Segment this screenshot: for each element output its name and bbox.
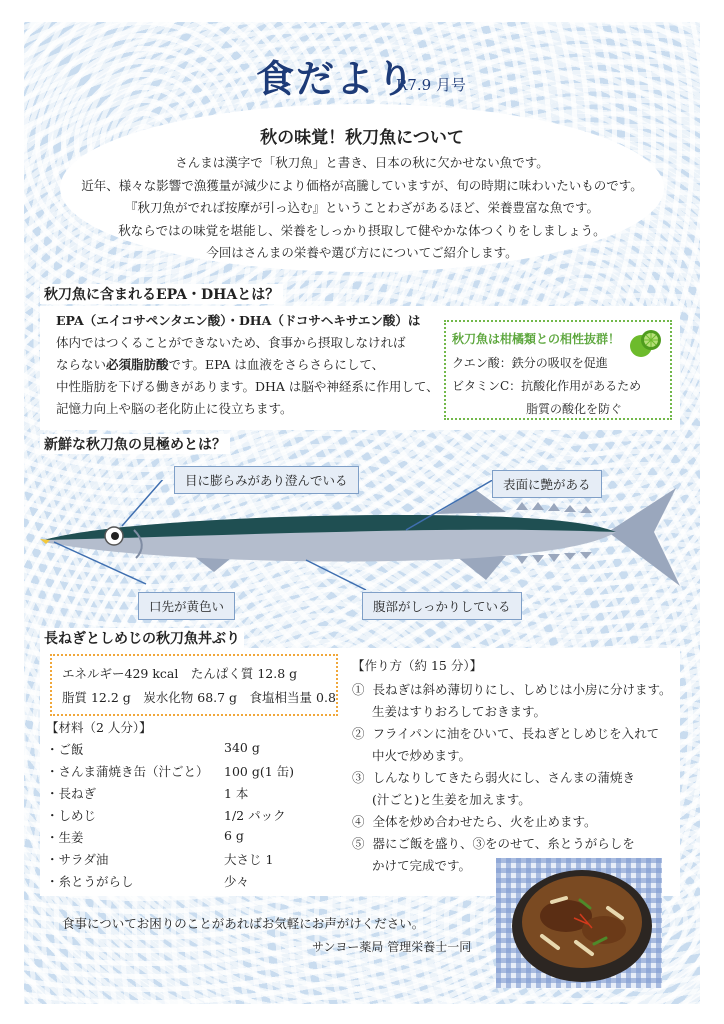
epa-text bbox=[56, 310, 439, 420]
fresh-heading: 新鮮な秋刀魚の見極めとは？ bbox=[40, 434, 230, 454]
intro-line: 『秋刀魚がでれば按摩が引っ込む』ということわざがあるほど、栄養豊富な魚です。 bbox=[124, 200, 599, 215]
footer-signature: サンヨー薬局 管理栄養士一同 bbox=[312, 940, 472, 954]
intro-title: 秋の味覚！秋刀魚について bbox=[260, 128, 464, 148]
intro-line: 近年、様々な影響で漁獲量が減少により価格が高騰していますが、旬の時期に味わいたいものです。 bbox=[81, 177, 643, 193]
steps-list: ① 長ねぎは斜め薄切りにし、しめじは小房に分けます。 生姜はすりおろしておきます。 ② フライパンに油をひいて、長ねぎとしめじを入れて 中火で炒めます。 ③ しんなりしてきたら弱火にし、さんまの蒲焼き (汁ごと)と生姜を加えます。 ④ 全体を炒め合わせたら、火を止めます。 ⑤ 器にご飯を盛り、③をのせて、糸とうがらしを かけて完成です。 bbox=[352, 682, 672, 873]
epa-line: 体内ではつくることができないため、食事から摂取しなければ bbox=[56, 335, 406, 350]
epa-line: 中性脂肪を下げる働きがあります。DHA は脳や神経系に作用して、 bbox=[56, 379, 439, 394]
page-title: 食だより bbox=[256, 56, 417, 101]
intro-line: 今回はさんまの栄養や選び方にについてご紹介します。 bbox=[206, 245, 518, 260]
label-belly: 腹部がしっかりしている bbox=[362, 592, 522, 620]
lime-icon bbox=[628, 326, 662, 360]
label-eye: 目に膨らみがあり澄んでいる bbox=[174, 466, 359, 494]
epa-line: 記憶力向上や脳の老化防止に役立ちます。 bbox=[56, 401, 293, 416]
nutrition-box: エネルギー429 kcal たんぱく質 12.8 g 脂質 12.2 g 炭水化物 68.7 g 食塩相当量 0.8 bbox=[50, 654, 338, 716]
citrus-text: クエン酸：鉄分の吸収を促進 ビタミンC：抗酸化作用があるため 脂質の酸化を防ぐ bbox=[452, 356, 642, 416]
citrus-heading: 秋刀魚は柑橘類との相性抜群！ bbox=[452, 332, 621, 346]
intro-text bbox=[60, 152, 664, 265]
rice-bowl-photo bbox=[496, 858, 662, 988]
footer-message: 食事についてお困りのことがあればお気軽にお声がけください。 bbox=[62, 916, 425, 931]
epa-heading: 秋刀魚に含まれるEPA・DHAとは？ bbox=[40, 284, 283, 304]
ingredients-list: ・ご飯 340 g ・さんま蒲焼き缶（汁ごと） 100 g(1 缶) ・長ねぎ 1 本 ・しめじ 1/2 パック ・生姜 6 g ・サラダ油 大さじ 1 ・糸とうがらし 少々 bbox=[46, 740, 295, 889]
intro-line: 秋ならではの味覚を堪能し、栄養をしっかり摂取して健やかな体つくりをしましょう。 bbox=[118, 222, 606, 238]
intro-line: さんまは漢字で「秋刀魚」と書き、日本の秋に欠かせない魚です。 bbox=[175, 155, 549, 170]
issue-label: R7.9 月号 bbox=[396, 76, 466, 94]
steps-heading: 【作り方（約 15 分）】 bbox=[352, 658, 483, 673]
epa-line: EPA（エイコサペンタエン酸）・DHA（ドコサヘキサエン酸）は bbox=[56, 313, 421, 328]
ingredients-heading: 【材料（2 人分）】 bbox=[46, 720, 152, 735]
epa-line: ならない必須脂肪酸です。EPA は血液をさらさらにして、 bbox=[56, 357, 385, 372]
label-mouth: 口先が黄色い bbox=[138, 592, 235, 620]
recipe-heading: 長ねぎとしめじの秋刀魚丼ぶり bbox=[40, 628, 244, 648]
label-surface: 表面に艶がある bbox=[492, 470, 602, 498]
